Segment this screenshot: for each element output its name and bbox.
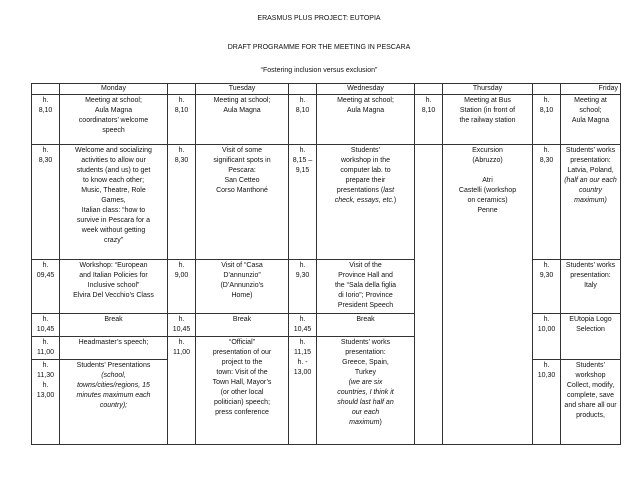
day-tuesday: Tuesday	[196, 84, 289, 95]
day-friday: Friday	[561, 84, 621, 95]
activity-text: Students’ Presentations	[76, 362, 151, 369]
time-cell: h. 8,10	[533, 95, 561, 145]
activity-cell	[60, 360, 168, 445]
activity-cell: EUtopia Logo Selection	[561, 314, 621, 360]
activity-cell: Excursion (Abruzzo) Atri Castelli (workshop on ceramics) Penne	[443, 145, 533, 445]
table-row	[32, 95, 621, 145]
activity-cell: Break	[317, 314, 415, 337]
time-cell: h. 9,30	[533, 260, 561, 314]
day-thursday: Thursday	[443, 84, 533, 95]
activity-cell: Visit of the Province Hall and the “Sala della figlia di Iorio”; Province President Speech	[317, 260, 415, 314]
activity-text-end: )	[379, 419, 382, 426]
activity-note: last check, essays, etc.	[334, 187, 395, 204]
activity-note: (half an our each country maximum)	[564, 177, 617, 204]
activity-cell: Meeting at school; Aula Magna coordinators’ welcome speech	[60, 95, 168, 145]
activity-cell: Headmaster’s speech;	[60, 337, 168, 360]
day-wednesday: Wednesday	[317, 84, 415, 95]
activity-cell: Students’ works presentation: Italy	[561, 260, 621, 314]
programme-theme: “Fostering inclusion versus exclusion”	[260, 67, 378, 74]
time-cell: h. 8,10	[289, 95, 317, 145]
time-cell: h. 10,30	[533, 360, 561, 445]
time-cell: h. 10,45	[32, 314, 60, 337]
time-cell: h. 8,10	[415, 95, 443, 145]
table-row	[32, 314, 621, 337]
day-monday: Monday	[60, 84, 168, 95]
activity-note: (school, towns/cities/regions, 15 minutes maximum each country);	[76, 372, 151, 409]
time-cell: h. 8,15 – 9,15	[289, 145, 317, 260]
time-cell: h. 8,10	[32, 95, 60, 145]
time-cell: h. 11,15 h. - 13,00	[289, 337, 317, 445]
time-cell: h. 8,10	[168, 95, 196, 145]
activity-cell	[561, 145, 621, 260]
time-cell: h. 8,30	[32, 145, 60, 260]
project-title: ERASMUS PLUS PROJECT: EUTOPIA	[257, 15, 381, 22]
activity-cell: Visit of some significant spots in Pescara: San Cetteo Corso Manthoné	[196, 145, 289, 260]
time-cell: h. 11,00	[168, 337, 196, 445]
activity-cell: Meeting at school; Aula Magna	[561, 95, 621, 145]
time-cell: h. 11,30 h. 13,00	[32, 360, 60, 445]
activity-text: Students’ works presentation: Latvia, Poland,	[565, 147, 616, 174]
activity-cell: “Official” presentation of our project to the town: Visit of the Town Hall, Mayor’s (or other local politician) speech; press conference	[196, 337, 289, 445]
time-cell: h. 10,45	[168, 314, 196, 337]
time-cell: h. 11,00	[32, 337, 60, 360]
programme-table	[31, 83, 621, 445]
activity-cell: Meeting at Bus Station (in front of the railway station	[443, 95, 533, 145]
activity-cell: Welcome and socializing activities to allow our students (and us) to get to know each other; Music, Theatre, Role Games, Italian class: “how to survive in Pescara for a week without getting crazy”	[60, 145, 168, 260]
table-row	[32, 260, 621, 314]
programme-subtitle: DRAFT PROGRAMME FOR THE MEETING IN PESCARA	[227, 44, 411, 51]
activity-note: (we are six countries, I think it should last half an our each maximum	[337, 379, 394, 426]
activity-text-end: )	[393, 197, 397, 204]
activity-cell: Meeting at school; Aula Magna	[317, 95, 415, 145]
activity-text: Students’ workshop in the computer lab. to prepare their presentations (	[336, 147, 391, 194]
time-cell: h. 8,30	[168, 145, 196, 260]
day-header-row	[32, 84, 621, 95]
table-row	[32, 145, 621, 260]
time-cell: h. 9,30	[289, 260, 317, 314]
activity-text: Students’ works presentation: Greece, Spain, Turkey	[340, 339, 391, 376]
time-cell: h. 9,00	[168, 260, 196, 314]
activity-cell: Break	[196, 314, 289, 337]
activity-cell: Students’ workshop Collect, modify, complete, save and share all our products,	[561, 360, 621, 445]
activity-cell: Break	[60, 314, 168, 337]
activity-cell	[317, 145, 415, 260]
activity-cell: Visit of “Casa D’annunzio” (D’Annunzio’s Home)	[196, 260, 289, 314]
time-cell: h. 8,30	[533, 145, 561, 260]
activity-cell: Meeting at school; Aula Magna	[196, 95, 289, 145]
time-cell: h. 10,00	[533, 314, 561, 360]
activity-cell	[317, 337, 415, 445]
activity-cell: Workshop: “European and Italian Policies for Inclusive school” Elvira Del Vecchio’s Class	[60, 260, 168, 314]
thursday-empty-cell	[415, 145, 443, 445]
time-cell: h. 10,45	[289, 314, 317, 337]
time-cell: h. 09,45	[32, 260, 60, 314]
